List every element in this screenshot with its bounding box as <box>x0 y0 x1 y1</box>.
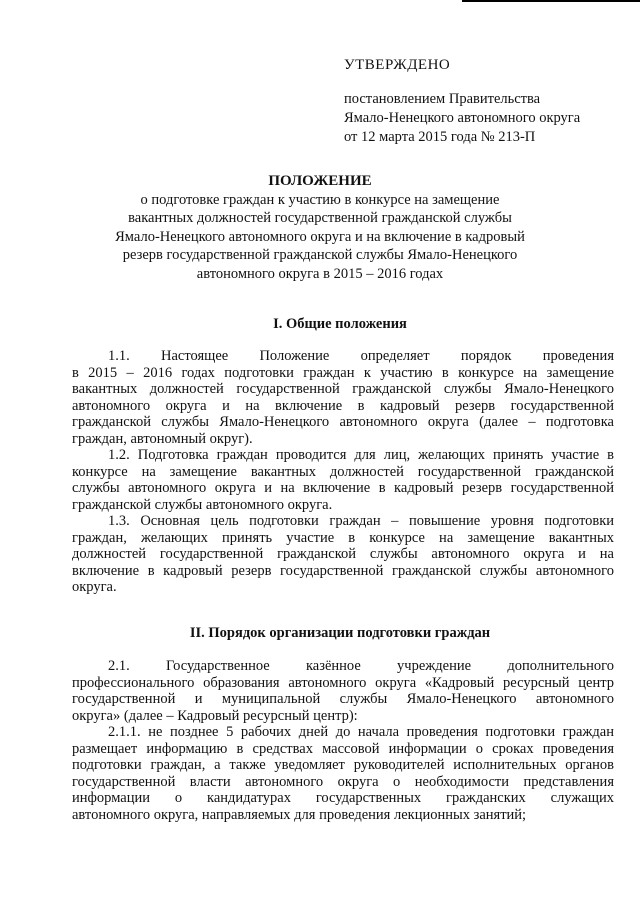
text-line: гражданской службы автономного округа. <box>72 496 333 513</box>
text-line: гражданской службы Ямало-Ненецкого автономного округа (далее – подготовка <box>72 414 614 430</box>
text-line: 2.1. Государственное казённое учреждение дополнительного <box>108 658 614 674</box>
approval-line: Ямало-Ненецкого автономного округа <box>344 110 581 126</box>
text-line: граждан, автономный округ). <box>72 430 253 447</box>
text-line: государственной и муниципальной службы Ямало-Ненецкого автономного <box>72 691 614 707</box>
text-line: 1.3. Основная цель подготовки граждан – повышение уровня подготовки <box>108 513 614 529</box>
approval-heading: УТВЕРЖДЕНО <box>344 57 451 73</box>
title-main: ПОЛОЖЕНИЕ <box>268 173 372 189</box>
text-line: 2.1.1. не позднее 5 рабочих дней до начала проведения подготовки граждан <box>108 724 614 740</box>
section-heading-2: II. Порядок организации подготовки граждан <box>189 625 491 641</box>
text-line: включение в кадровый резерв государственной гражданской службы автономного <box>72 562 614 579</box>
text-line: конкурсе на замещение вакантных должностей государственной гражданской <box>72 463 614 480</box>
document-title <box>110 172 530 283</box>
title-line: о подготовке граждан к участию в конкурсе на замещение <box>140 191 500 208</box>
title-line: автономного округа в 2015 – 2016 годах <box>196 265 444 282</box>
text-line: информации о кандидатурах государственных гражданских служащих <box>72 790 614 806</box>
text-line: размещает информацию в средствах массовой информации о сроках проведения <box>72 740 614 757</box>
text-line: службы автономного округа и на включение в кадровый резерв государственной <box>72 480 614 496</box>
title-line: Ямало-Ненецкого автономного округа и на включение в кадровый <box>115 228 525 245</box>
text-line: подготовки граждан, а также уведомляет руководителей исполнительных органов <box>72 757 614 773</box>
text-line: округа. <box>72 579 117 595</box>
text-line: вакантных должностей государственной гражданской службы Ямало-Ненецкого <box>72 381 614 397</box>
text-line: профессионального образования автономного округа «Кадровый ресурсный центр <box>72 674 614 691</box>
paragraph-1-3 <box>72 513 614 596</box>
approval-block <box>344 56 614 147</box>
text-line: округа» (далее – Кадровый ресурсный центр): <box>72 707 358 724</box>
approval-line: постановлением Правительства <box>344 91 541 107</box>
text-line: 1.1. Настоящее Положение определяет порядок проведения <box>108 348 614 364</box>
section-2-body <box>72 658 614 823</box>
paragraph-2-1 <box>72 658 614 724</box>
text-line: автономного округа и на включение в кадровый резерв государственной <box>72 397 614 414</box>
paragraph-1-1 <box>72 348 614 447</box>
paragraph-1-2 <box>72 447 614 513</box>
text-line: в 2015 – 2016 годах подготовки граждан к участию в конкурсе на замещение <box>72 364 614 381</box>
paragraph-2-1-1 <box>72 724 614 823</box>
top-border-line <box>462 0 640 2</box>
section-heading-1: I. Общие положения <box>273 316 407 332</box>
text-line: автономного округа, направляемых для проведения лекционных занятий; <box>72 806 527 823</box>
approval-line: от 12 марта 2015 года № 213-П <box>344 129 536 145</box>
text-line: граждан, желающих принять участие в конкурсе на замещение вакантных <box>72 529 614 546</box>
section-1-body <box>72 348 614 596</box>
text-line: 1.2. Подготовка граждан проводится для лиц, желающих принять участие в <box>108 447 614 463</box>
title-line: резерв государственной гражданской службы Ямало-Ненецкого <box>122 247 518 263</box>
title-line: вакантных должностей государственной гражданской службы <box>128 210 512 226</box>
text-line: государственной власти автономного округа о необходимости представления <box>72 773 614 790</box>
text-line: должностей государственной гражданской службы автономного округа и на <box>72 546 614 562</box>
